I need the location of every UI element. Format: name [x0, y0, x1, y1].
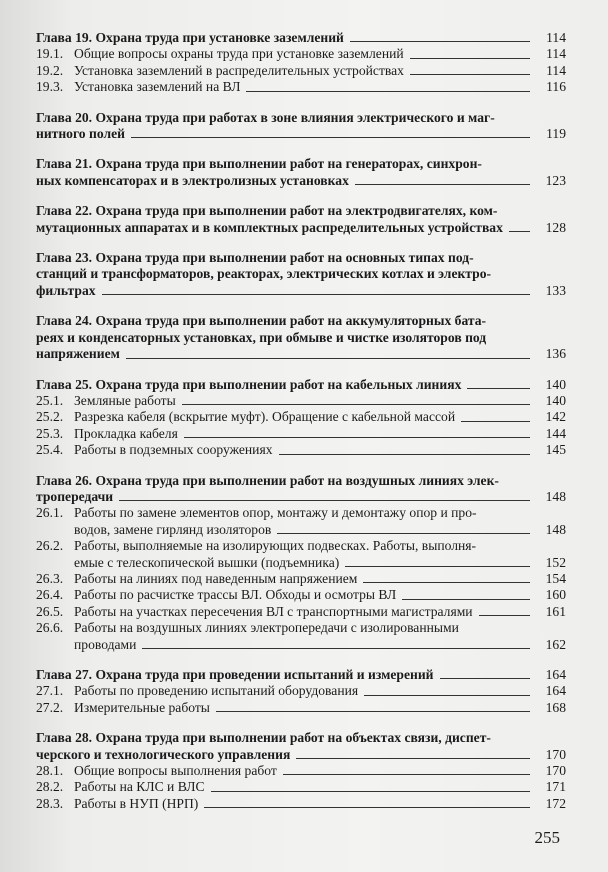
section-number: 19.1. [36, 46, 64, 62]
section-title: Работы в НУП (НРП) [74, 795, 199, 811]
toc-chapter [36, 313, 566, 362]
chapter-title-line: тропередачи [36, 488, 114, 504]
section-body [74, 46, 536, 62]
section-number: 26.1. [36, 505, 64, 521]
section-number: 28.2. [36, 779, 64, 795]
toc-section[interactable] [36, 604, 566, 620]
section-body [74, 683, 536, 699]
toc-section[interactable] [36, 505, 566, 538]
chapter-title-line: Глава 19. Охрана труда при установке заземлений [36, 30, 344, 45]
page-number: 255 [534, 828, 560, 847]
section-page-number: 152 [545, 554, 566, 570]
toc-chapter [36, 203, 566, 236]
leader-line [131, 137, 530, 138]
section-number: 26.5. [36, 603, 64, 619]
section-title: Работы в подземных сооружениях [74, 442, 273, 458]
leader-line [182, 404, 530, 405]
toc-section[interactable] [36, 571, 566, 587]
toc-chapter [36, 377, 566, 459]
section-title: Измерительные работы [74, 699, 210, 715]
chapter-title-line: напряжением [36, 346, 120, 362]
section-number: 26.3. [36, 570, 64, 586]
chapter-title-row[interactable] [36, 346, 566, 362]
toc-section[interactable] [36, 779, 566, 795]
chapter-page-number: 128 [545, 219, 566, 235]
chapter-title-line: Глава 26. Охрана труда при выполнении работ на воздушных линиях элек- [36, 472, 499, 488]
chapter-title-line: Глава 25. Охрана труда при выполнении работ на кабельных линиях [36, 376, 462, 392]
chapter-title-line: Глава 20. Охрана труда при работах в зоне влияния электрического и маг- [36, 109, 495, 125]
section-title: Общие вопросы охраны труда при установке заземлений [74, 46, 404, 62]
toc-chapter [36, 250, 566, 299]
section-body [74, 393, 536, 409]
section-number: 27.1. [36, 683, 64, 699]
leader-line [126, 358, 530, 359]
section-body [74, 700, 536, 716]
toc-section[interactable] [36, 442, 566, 458]
section-number: 25.3. [36, 425, 64, 441]
leader-line [363, 582, 530, 583]
section-page-number: 144 [545, 425, 566, 441]
chapter-title-line: станций и трансформаторов, реакторах, электрических котлах и электро- [36, 266, 492, 282]
chapter-title-line: Глава 22. Охрана труда при выполнении работ на электродвигателях, ком- [36, 203, 498, 219]
section-body [74, 79, 536, 95]
section-body [74, 796, 536, 812]
section-body [74, 63, 536, 79]
leader-line [216, 711, 530, 712]
section-title: Работы по проведению испытаний оборудования [74, 683, 359, 699]
chapter-title-row[interactable] [36, 173, 566, 189]
section-body [74, 604, 536, 620]
section-page-number: 142 [545, 409, 566, 425]
chapter-title-line: Глава 21. Охрана труда при выполнении работ на генераторах, синхрон- [36, 156, 482, 172]
section-title: Разрезка кабеля (вскрытие муфт). Обращение с кабельной массой [74, 409, 456, 425]
leader-line [119, 500, 530, 501]
section-page-number: 162 [545, 636, 566, 652]
chapter-page-number: 114 [546, 30, 566, 45]
section-page-number: 171 [545, 779, 566, 795]
section-title: Прокладка кабеля [74, 425, 178, 441]
section-title: водов, замене гирлянд изоляторов [74, 521, 272, 537]
leader-line [461, 421, 530, 422]
leader-line [345, 566, 530, 567]
leader-line [410, 74, 530, 75]
chapter-page-number: 164 [545, 667, 566, 682]
chapter-title-row[interactable] [36, 126, 566, 142]
leader-line [479, 615, 530, 616]
chapter-title-line: черского и технологического управления [36, 746, 291, 762]
leader-line [283, 774, 530, 775]
section-title: Установка заземлений в распределительных устройствах [74, 62, 404, 78]
chapter-title-line: мутационных аппаратах и в комплектных распределительных устройствах [36, 219, 503, 235]
toc-section[interactable] [36, 63, 566, 79]
chapter-title-line: ных компенсаторах и в электролизных установках [36, 172, 349, 188]
leader-line [467, 388, 530, 389]
section-title: емые с телескопической вышки (подъемника) [74, 554, 340, 570]
section-number: 25.1. [36, 392, 64, 408]
section-title: проводами [74, 636, 137, 652]
leader-line [279, 454, 531, 455]
leader-line [277, 533, 530, 534]
chapter-title-row[interactable] [36, 489, 566, 505]
section-page-number: 160 [545, 587, 566, 603]
section-number: 28.1. [36, 763, 64, 779]
toc-section[interactable] [36, 587, 566, 603]
toc-chapter [36, 667, 566, 716]
section-number: 28.3. [36, 795, 64, 811]
section-page-number: 148 [545, 521, 566, 537]
chapter-title-row[interactable] [36, 747, 566, 763]
toc-section[interactable] [36, 538, 566, 571]
chapter-page-number: 123 [545, 172, 566, 188]
leader-line [246, 91, 530, 92]
leader-line [364, 695, 530, 696]
section-number: 25.2. [36, 409, 64, 425]
chapter-title-line: Глава 28. Охрана труда при выполнении работ на объектах связи, диспет- [36, 730, 491, 746]
toc-chapter [36, 156, 566, 189]
section-title: Работы по расчистке трассы ВЛ. Обходы и осмотры ВЛ [74, 587, 397, 603]
section-title: Работы на линиях под наведенным напряжением [74, 570, 358, 586]
section-first-line [36, 620, 566, 636]
toc-section[interactable] [36, 426, 566, 442]
section-page-number: 172 [545, 795, 566, 811]
section-title: Земляные работы [74, 392, 176, 408]
toc-section[interactable] [36, 620, 566, 653]
section-page-number: 154 [545, 570, 566, 586]
toc-chapter [36, 730, 566, 812]
section-title: Работы на участках пересечения ВЛ с транспортными магистралями [74, 603, 473, 619]
chapter-title-line: нитного полей [36, 126, 125, 142]
section-title: Общие вопросы выполнения работ [74, 763, 277, 779]
section-title: Работы, выполняемые на изолирующих подвесках. Работы, выполня- [74, 538, 477, 554]
section-last-line [36, 522, 566, 538]
leader-line [204, 807, 530, 808]
section-last-line [36, 555, 566, 571]
chapter-title-line: реях и конденсаторных установках, при обмыве и чистке изоляторов под [36, 329, 487, 345]
section-body [74, 571, 536, 587]
chapter-title-line: Глава 27. Охрана труда при проведении испытаний и измерений [36, 667, 434, 682]
chapter-title-row[interactable] [36, 30, 566, 46]
section-number: 26.4. [36, 587, 64, 603]
leader-line [211, 791, 530, 792]
leader-line [350, 41, 530, 42]
section-page-number: 170 [545, 763, 566, 779]
toc-chapter [36, 473, 566, 653]
section-first-line [36, 505, 566, 521]
section-page-number: 116 [546, 79, 566, 95]
toc-section[interactable] [36, 409, 566, 425]
section-title: Работы по замене элементов опор, монтажу и демонтажу опор и про- [74, 505, 477, 521]
leader-line [402, 599, 530, 600]
leader-line [440, 678, 531, 679]
section-title: Работы на воздушных линиях электропередачи с изолированными [74, 620, 459, 636]
leader-line [142, 648, 530, 649]
section-page-number: 114 [546, 46, 566, 62]
leader-line [355, 184, 530, 185]
chapter-title-row[interactable] [36, 377, 566, 393]
section-title: Установка заземлений на ВЛ [74, 79, 241, 95]
toc-chapter [36, 30, 566, 96]
section-page-number: 114 [546, 62, 566, 78]
chapter-page-number: 119 [546, 126, 566, 142]
leader-line [102, 294, 530, 295]
toc-section[interactable] [36, 796, 566, 812]
section-body [74, 779, 536, 795]
section-page-number: 145 [545, 442, 566, 458]
toc-section[interactable] [36, 700, 566, 716]
section-body [74, 587, 536, 603]
section-body [74, 426, 536, 442]
chapter-title-line: Глава 23. Охрана труда при выполнении работ на основных типах под- [36, 250, 474, 266]
chapter-title-line: фильтрах [36, 282, 96, 298]
chapter-page-number: 136 [545, 346, 566, 362]
leader-line [509, 231, 530, 232]
toc-section[interactable] [36, 683, 566, 699]
section-number: 19.3. [36, 79, 64, 95]
chapter-page-number: 140 [545, 376, 566, 392]
toc-section[interactable] [36, 763, 566, 779]
chapter-title-row[interactable] [36, 283, 566, 299]
section-page-number: 168 [545, 699, 566, 715]
section-body [74, 763, 536, 779]
chapter-page-number: 170 [545, 746, 566, 762]
chapter-page-number: 133 [545, 282, 566, 298]
leader-line [184, 437, 530, 438]
chapter-page-number: 148 [545, 488, 566, 504]
section-number: 26.2. [36, 538, 64, 554]
chapter-title-row[interactable] [36, 667, 566, 683]
section-page-number: 140 [545, 392, 566, 408]
section-page-number: 164 [545, 683, 566, 699]
leader-line [296, 758, 530, 759]
section-body [74, 442, 536, 458]
toc-section[interactable] [36, 46, 566, 62]
toc-section[interactable] [36, 393, 566, 409]
table-of-contents [36, 30, 566, 826]
section-title: Работы на КЛС и ВЛС [74, 779, 205, 795]
section-number: 27.2. [36, 699, 64, 715]
section-body [74, 409, 536, 425]
leader-line [410, 58, 530, 59]
chapter-title-line: Глава 24. Охрана труда при выполнении работ на аккумуляторных бата- [36, 313, 487, 329]
section-last-line [36, 637, 566, 653]
section-page-number: 161 [545, 603, 566, 619]
section-first-line [36, 538, 566, 554]
section-number: 25.4. [36, 442, 64, 458]
toc-chapter [36, 110, 566, 143]
toc-section[interactable] [36, 79, 566, 95]
section-number: 26.6. [36, 620, 64, 636]
section-number: 19.2. [36, 62, 64, 78]
chapter-title-row[interactable] [36, 220, 566, 236]
